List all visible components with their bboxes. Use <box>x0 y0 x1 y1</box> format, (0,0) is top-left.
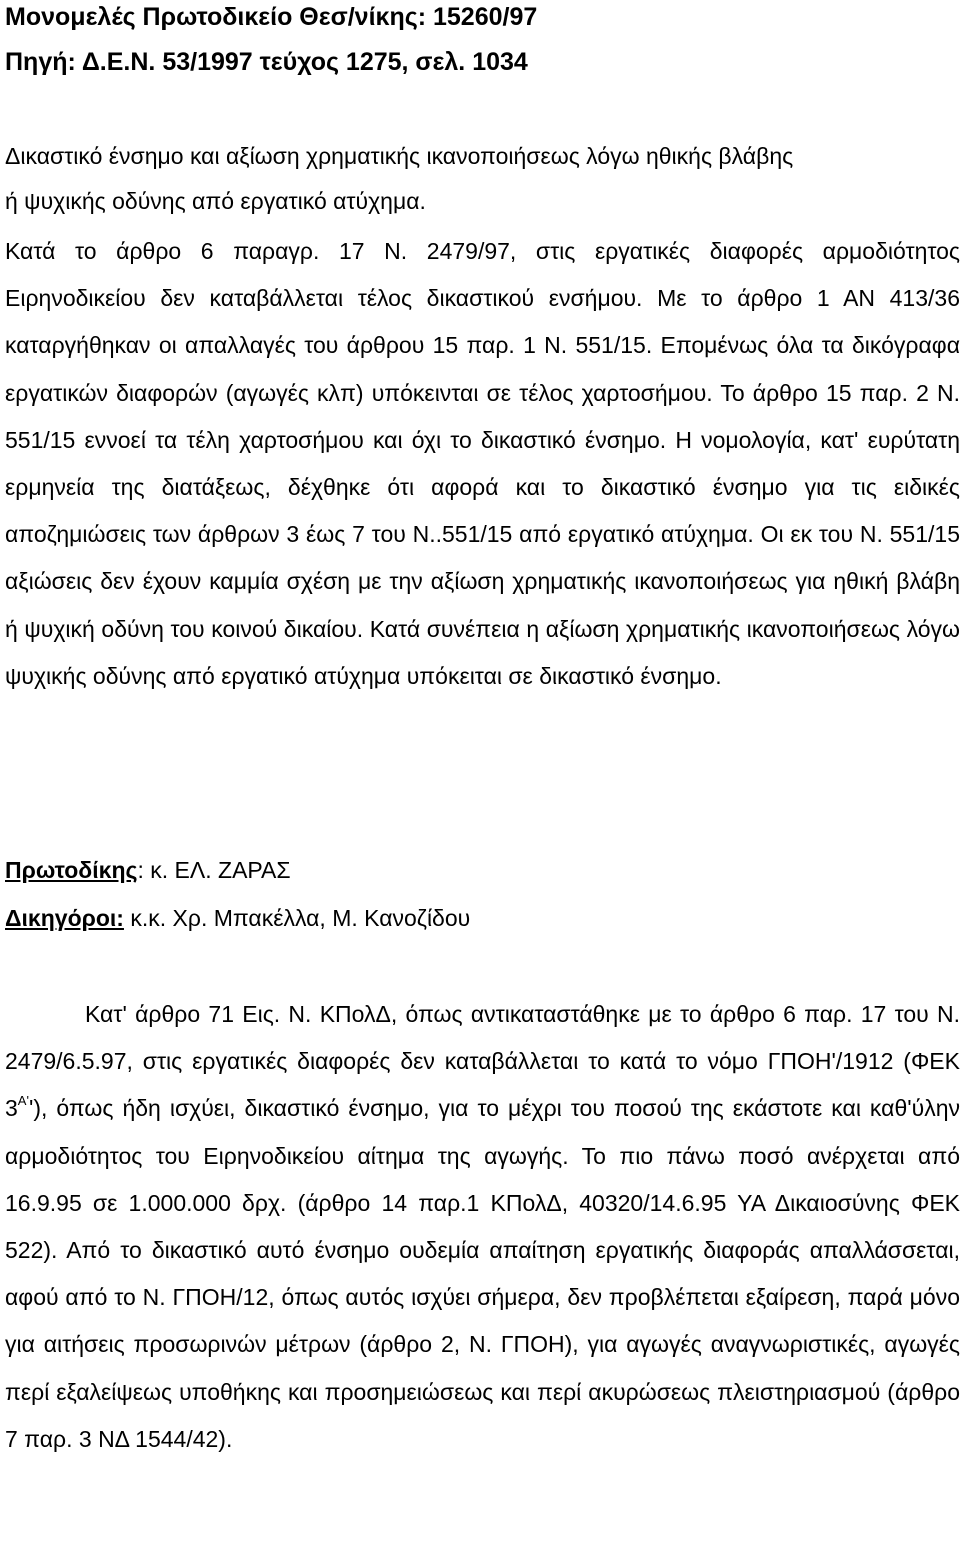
source-citation: Πηγή: Δ.Ε.Ν. 53/1997 τεύχος 1275, σελ. 1034 <box>5 48 528 76</box>
judge-name: : κ. ΕΛ. ΖΑΡΑΣ <box>137 857 291 883</box>
commentary-text-a: Κατ' άρθρο 71 Εις. Ν. ΚΠολΔ, όπως αντικαταστάθηκε με το άρθρο 6 παρ. 17 του Ν. 2479/6.5.97, στις εργατικές διαφορές δεν καταβάλλεται το κατά το νόμο ΓΠΟΗ'/1912 (ΦΕΚ 3 <box>5 1001 960 1122</box>
lawyers-names: κ.κ. Χρ. Μπακέλλα, Μ. Κανοζίδου <box>123 905 471 931</box>
court-decision-title: Μονομελές Πρωτοδικείο Θεσ/νίκης: 15260/97 <box>5 3 538 31</box>
judge-credit <box>5 857 291 884</box>
subject-line-2: ή ψυχικής οδύνης από εργατικό ατύχημα. <box>5 188 426 214</box>
gazette-issue-superscript: Α' <box>17 1093 29 1109</box>
judge-label: Πρωτοδίκης <box>5 857 138 883</box>
lawyers-label: Δικηγόροι: <box>5 905 124 931</box>
commentary-paragraph <box>5 991 960 1463</box>
summary-paragraph: Κατά το άρθρο 6 παραγρ. 17 Ν. 2479/97, στις εργατικές διαφορές αρμοδιότητος Ειρηνοδικείου δεν καταβάλλεται τέλος δικαστικού ενσήμου. Με το άρθρο 1 ΑΝ 413/36 καταργήθηκαν οι απαλλαγές του άρθρου 15 παρ. 1 Ν. 551/15. Επομένως όλα τα δικόγραφα εργατικών διαφορών (αγωγές κλπ) υπόκεινται σε τέλος χαρτοσήμου. Το άρθρο 15 παρ. 2 Ν. 551/15 εννοεί τα τέλη χαρτοσήμου και όχι το δικαστικό ένσημο. Η νομολογία, κατ' ευρύτατη ερμηνεία της διατάξεως, δέχθηκε ότι αφορά και το δικαστικό ένσημο για τις ειδικές αποζημιώσεις των άρθρων 3 έως 7 του Ν..551/15 από εργατικό ατύχημα. Οι εκ του Ν. 551/15 αξιώσεις δεν έχουν καμμία σχέση με την αξίωση χρηματικής ικανοποιήσεως για ηθική βλάβη ή ψυχική οδύνη του κοινού δικαίου. Κατά συνέπεια η αξίωση χρηματικής ικανοποιήσεως λόγω ψυχικής οδύνης από εργατικό ατύχημα υπόκειται σε δικαστικό ένσημο. <box>5 238 960 689</box>
subject-line-1: Δικαστικό ένσημο και αξίωση χρηματικής ικανοποιήσεως λόγω ηθικής βλάβης <box>5 143 794 169</box>
commentary-text-b: '), όπως ήδη ισχύει, δικαστικό ένσημο, για το μέχρι του ποσού της εκάστοτε και καθ'ύλην αρμοδιότητος του Ειρηνοδικείου αίτημα της αγωγής. Το πιο πάνω ποσό ανέρχεται από 16.9.95 σε 1.000.000 δρχ. (άρθρο 14 παρ.1 ΚΠολΔ, 40320/14.6.95 ΥΑ Δικαιοσύνης ΦΕΚ 522). Από το δικαστικό αυτό ένσημο ουδεμία απαίτηση εργατικής διαφοράς απαλλάσσεται, αφού από το Ν. ΓΠΟΗ/12, όπως αυτός ισχύει σήμερα, δεν προβλέπεται εξαίρεση, παρά μόνο για αιτήσεις προσωρινών μέτρων (άρθρο 2, Ν. ΓΠΟΗ), για αγωγές αναγνωριστικές, αγωγές περί εξαλείψεως υποθήκης και προσημειώσεως και περί ακυρώσεως πλειστηριασμού (άρθρο 7 παρ. 3 ΝΔ 1544/42). <box>5 1095 960 1452</box>
lawyers-credit <box>5 905 470 932</box>
